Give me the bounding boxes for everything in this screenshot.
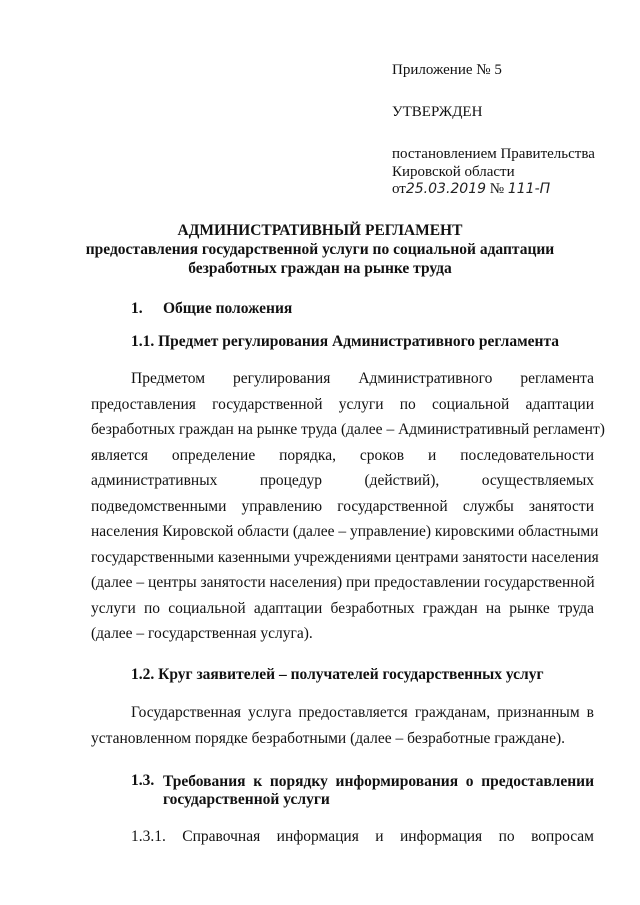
section1-1-line: населения Кировской области (далее – управление) кировскими областными [91,523,599,540]
section1-3-1-line: 1.3.1. Справочная информация и информация по вопросам [131,828,594,845]
section1-1-line: является определение порядка, сроков и последовательности [91,447,594,464]
section1-1-line: услуги по социальной адаптации безработных граждан на рынке труда [91,600,594,617]
section1-1-line: Предметом регулирования Административного регламента [131,370,594,387]
section1-1-line: (далее – центры занятости населения) при предоставлении государственной [91,574,595,591]
section1-3-number: 1.3. [131,772,155,789]
section1-1-line: безработных граждан на рынке труда (далее – Административный регламент) [91,421,605,438]
section1-3-heading-line1: Требования к порядку информирования о предоставлении [163,773,594,790]
document-title: АДМИНИСТРАТИВНЫЙ РЕГЛАМЕНТ [177,222,463,239]
section1-1-line: (далее – государственная услуга). [91,625,313,642]
approved-label: УТВЕРЖДЕН [392,104,483,120]
handwritten-date: 25.03.2019 [405,181,487,197]
section1-1-line: предоставления государственной услуги по социальной адаптации [91,396,594,413]
section1-2-line: установленном порядке безработными (далее – безработные граждане). [91,730,565,747]
section1-2-heading: 1.2. Круг заявителей – получателей государственных услуг [131,666,544,683]
decree-date-line [392,181,550,198]
section1-1-line: государственными казенными учреждениями центрами занятости населения [91,549,599,566]
appendix-label: Приложение № 5 [392,62,502,78]
handwritten-number: 111-П [507,181,551,197]
section1-1-line: административных процедур (действий), осуществляемых [91,472,594,489]
section1-number: 1. [131,300,143,317]
document-subtitle-line1: предоставления государственной услуги по социальной адаптации [85,241,555,258]
document-subtitle-line2: безработных граждан на рынке труда [188,260,452,277]
number-prefix: № [489,181,505,197]
section1-1-line: подведомственными управлению государственной службы занятости [91,498,594,515]
from-prefix: от [392,181,406,197]
decree-line2: Кировской области [392,164,515,180]
decree-line1: постановлением Правительства [392,146,595,162]
section1-2-line: Государственная услуга предоставляется гражданам, признанным в [131,704,594,721]
section1-title: Общие положения [163,300,293,317]
section1-1-heading: 1.1. Предмет регулирования Административного регламента [131,333,560,350]
section1-3-heading-line2: государственной услуги [163,791,330,808]
